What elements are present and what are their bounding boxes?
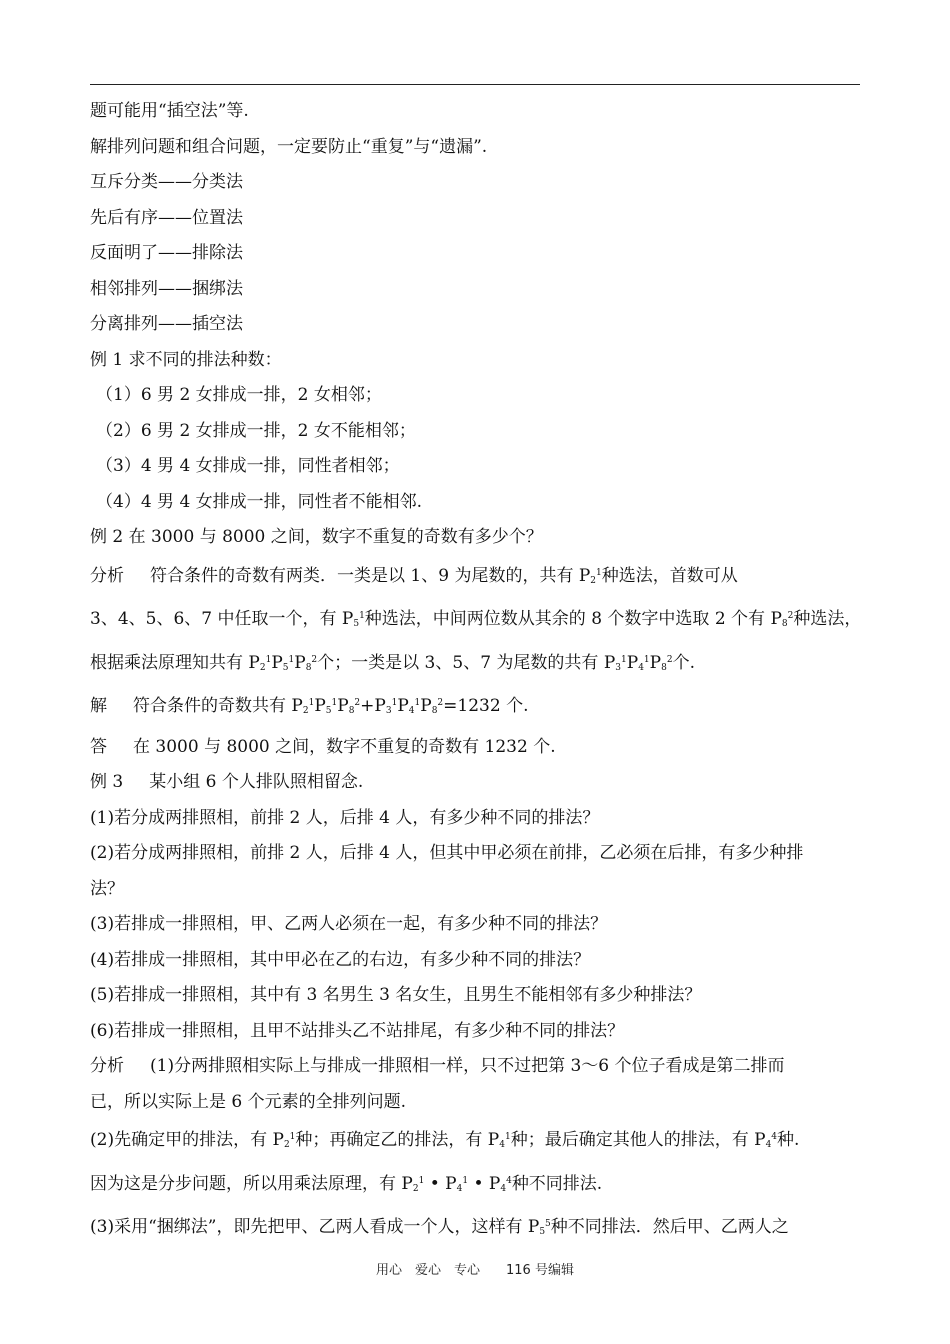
example-3-title: 例 3 某小组 6 个人排队照相留念. [90,772,364,792]
page-body [90,94,870,1251]
example-3-question: (2)若分成两排照相，前排 2 人，后排 4 人，但其中甲必须在前排，乙必须在后排，有多少种排 [90,843,804,863]
page-footer: 用心 爱心 专心 116 号编辑 [376,1263,574,1278]
text-line: 互斥分类——分类法 [90,172,243,192]
example-3-question: (1)若分成两排照相，前排 2 人，后排 4 人，有多少种不同的排法？ [90,807,600,828]
answer-label: 答 [90,736,107,757]
example-3-question: (6)若排成一排照相，且甲不站排头乙不站排尾，有多少种不同的排法？ [90,1020,625,1041]
text-line: 相邻排列——捆绑法 [90,278,243,299]
text-line: 反面明了——排除法 [90,243,243,263]
example-3-question: (5)若排成一排照相，其中有 3 名男生 3 名女生，且男生不能相邻有多少种排法？ [90,985,702,1005]
example-3-question: 法？ [90,878,124,899]
example-3-analysis-line-5: (3)采用“捆绑法”，即先把甲、乙两人看成一个人，这样有 $P_5^5$种不同排法．然后甲、乙两人之 [90,1217,789,1237]
example-2-analysis-line-2: 3、4、5、6、7 中任取一个，有 $P_5^1$种选法，中间两位数从其余的 8 个数字中选取 2 个有 $P_8^2$种选法， [90,609,862,629]
example-3-analysis-line-3: (2)先确定甲的排法，有 $P_2^1$种；再确定乙的排法，有 $P_4^1$种；最后确定其他人的排法，有 $P_4^4$种. [90,1130,800,1150]
example-2-title: 例 2 在 3000 与 8000 之间，数字不重复的奇数有多少个？ [90,527,543,547]
text-line: 题可能用“插空法”等. [90,101,249,121]
example-3-question: (4)若排成一排照相，其中甲必在乙的右边，有多少种不同的排法？ [90,949,591,970]
example-3-analysis-line-1: 分析 (1)分两排照相实际上与排成一排照相一样，只不过把第 3～6 个位子看成是第二排而 [90,1056,785,1076]
example-1-item: （4）4 男 4 女排成一排，同性者不能相邻. [96,491,423,512]
example-1-item: （1）6 男 2 女排成一排，2 女相邻； [96,385,382,405]
text-line: 先后有序——位置法 [90,207,243,228]
text-line: 解排列问题和组合问题，一定要防止“重复”与“遗漏”. [90,136,488,157]
example-2-solution: 解 符合条件的奇数共有 $P_2^1P_5^1P_8^2+P_3^1P_4^1P_8^2=1232$ 个. [90,696,529,716]
example-3-analysis-line-4: 因为这是分步问题，所以用乘法原理，有 $P_2^1$ • $P_4^1$ • $P_4^4$种不同排法. [90,1173,603,1194]
example-2-answer: 答 在 3000 与 8000 之间，数字不重复的奇数有 1232 个. [90,736,556,757]
example-3-question: (3)若排成一排照相，甲、乙两人必须在一起，有多少种不同的排法？ [90,914,608,934]
example-2-analysis-line-3: 根据乘法原理知共有 $P_2^1P_5^1P_8^2$个；一类是以 3、5、7 为尾数的共有 $P_3^1P_4^1P_8^2$个. [90,652,695,673]
example-2-analysis-line-1: 分析 符合条件的奇数有两类．一类是以 1、9 为尾数的，共有 $P_2^1$种选法，首数可从 [90,565,738,586]
example-1-item: （2）6 男 2 女排成一排，2 女不能相邻； [96,420,416,441]
analysis-label: 分析 [90,1056,124,1076]
example-3-analysis-line-2: 已，所以实际上是 6 个元素的全排列问题. [90,1091,407,1112]
header-rule [90,84,860,85]
example-1-title: 例 1 求不同的排法种数： [90,349,282,370]
text-line: 分离排列——插空法 [90,314,243,334]
example-1-item: （3）4 男 4 女排成一排，同性者相邻； [96,456,400,476]
analysis-label: 分析 [90,565,124,586]
solution-label: 解 [90,696,107,716]
